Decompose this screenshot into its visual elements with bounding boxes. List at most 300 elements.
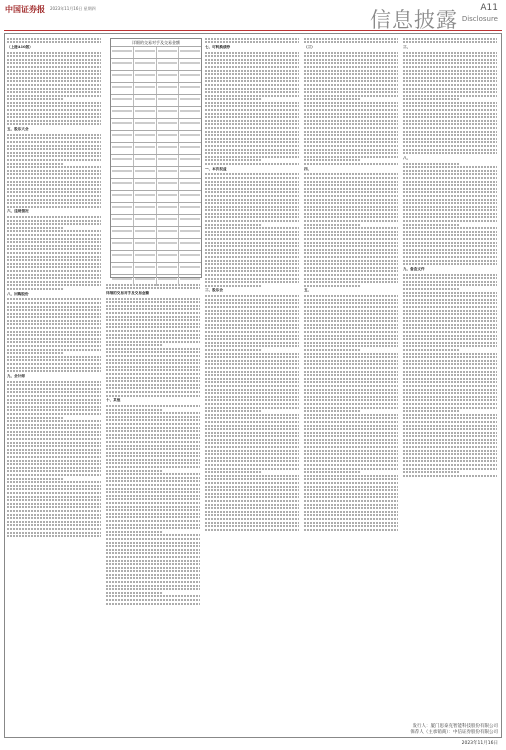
text-line (7, 95, 101, 97)
text-line (304, 363, 398, 365)
table-title: 详细的交易对手及交易金额 (132, 40, 180, 45)
text-line (304, 457, 398, 459)
text-line (403, 245, 497, 247)
text-line (7, 535, 101, 537)
text-line (304, 435, 398, 437)
text-line (304, 281, 398, 283)
text-line (205, 525, 299, 527)
text-line (205, 403, 299, 405)
text-line (403, 170, 497, 172)
text-line (7, 467, 101, 469)
table-cell (157, 203, 180, 214)
text-line (304, 446, 398, 448)
text-line (106, 588, 200, 590)
text-line (304, 109, 398, 111)
text-line (7, 148, 101, 150)
text-line (106, 341, 200, 343)
text-line (106, 423, 200, 425)
text-line (304, 511, 398, 513)
text-line (7, 120, 101, 122)
text-line (205, 313, 299, 315)
text-line (7, 88, 101, 90)
text-line (7, 417, 63, 419)
text-line (403, 317, 497, 319)
text-line (205, 511, 299, 513)
text-line (205, 392, 299, 394)
text-line (106, 455, 200, 457)
text-line (304, 195, 398, 197)
text-line (304, 475, 398, 477)
text-line (304, 105, 398, 107)
text-line (403, 342, 497, 344)
table-row (111, 178, 201, 190)
text-line (7, 424, 101, 426)
text-line (403, 335, 497, 337)
text-line (7, 309, 101, 311)
table-cell (111, 119, 134, 130)
text-line (304, 489, 398, 491)
table-row (111, 154, 201, 166)
text-line (106, 459, 200, 461)
text-line (403, 331, 497, 333)
text-line (7, 137, 101, 139)
paper-date: 2023年11月16日 星期四 (50, 6, 96, 11)
text-line (106, 312, 200, 314)
text-line (205, 453, 299, 455)
text-line (7, 438, 101, 440)
text-line (304, 432, 398, 434)
text-line (205, 80, 299, 82)
text-line (7, 134, 101, 136)
table-cell (179, 263, 201, 274)
text-line (205, 249, 299, 251)
table-row (111, 190, 201, 202)
table-cell (111, 227, 134, 238)
text-line (205, 55, 299, 57)
text-line (304, 324, 398, 326)
text-line (7, 510, 101, 512)
text-line (205, 460, 299, 462)
text-line (7, 141, 101, 143)
text-line (403, 288, 459, 290)
text-line (106, 337, 200, 339)
section-heading: 五、 (304, 288, 312, 293)
text-line (205, 216, 299, 218)
section-heading: 十、其他 (106, 398, 121, 403)
table-cell (157, 275, 180, 286)
text-line (7, 163, 63, 165)
text-line (7, 152, 101, 154)
text-line (205, 486, 299, 488)
text-line (106, 434, 200, 436)
table-cell (134, 83, 157, 94)
text-line (304, 486, 398, 488)
text-line (205, 331, 299, 333)
table-row (111, 106, 201, 118)
text-line (205, 295, 299, 297)
text-line (205, 285, 261, 287)
text-line (403, 173, 497, 175)
text-line (7, 288, 63, 290)
text-line (106, 326, 200, 328)
table-cell (111, 239, 134, 250)
text-line (7, 181, 101, 183)
table-cell (111, 131, 134, 142)
table-cell (179, 59, 201, 70)
text-line (304, 493, 398, 495)
text-line (403, 109, 497, 111)
table-cell (179, 143, 201, 154)
text-line (205, 353, 299, 355)
text-line (7, 188, 101, 190)
text-line (403, 149, 497, 151)
text-line (304, 507, 398, 509)
text-line (106, 567, 200, 569)
text-line (304, 356, 398, 358)
text-line (205, 468, 299, 470)
text-line (403, 475, 497, 477)
text-line (403, 292, 497, 294)
table-cell (111, 251, 134, 262)
text-line (7, 506, 101, 508)
text-line (106, 552, 200, 554)
text-line (304, 478, 398, 480)
text-line (403, 439, 497, 441)
text-line (7, 123, 101, 125)
text-line (403, 284, 497, 286)
header-rule (4, 30, 502, 31)
text-line (106, 509, 200, 511)
text-line (304, 141, 398, 143)
text-line (304, 238, 398, 240)
text-line (7, 367, 101, 369)
text-line (304, 525, 398, 527)
text-line (205, 471, 261, 473)
text-line (205, 363, 299, 365)
text-line (403, 457, 497, 459)
text-line (403, 123, 497, 125)
text-line (304, 403, 398, 405)
text-line (304, 504, 398, 506)
text-line (403, 324, 497, 326)
text-line (7, 388, 101, 390)
text-line (403, 392, 497, 394)
table-cell (157, 239, 180, 250)
text-line (205, 242, 299, 244)
text-line (106, 484, 200, 486)
text-line (106, 355, 200, 357)
text-line (205, 274, 299, 276)
text-line (205, 91, 299, 93)
text-line (304, 392, 398, 394)
text-line (403, 213, 497, 215)
table-row (111, 226, 201, 238)
text-line (403, 428, 497, 430)
text-line (7, 220, 101, 222)
text-line (205, 152, 299, 154)
text-line (205, 109, 299, 111)
text-line (403, 224, 459, 226)
table-cell (111, 143, 134, 154)
text-line (304, 188, 398, 190)
text-line (205, 227, 299, 229)
text-line (205, 41, 299, 43)
text-line (106, 592, 162, 594)
text-line (106, 298, 200, 300)
text-line (7, 323, 101, 325)
transaction-table (110, 38, 202, 278)
text-line (205, 156, 299, 158)
text-line (7, 445, 101, 447)
text-line (304, 345, 398, 347)
text-line (7, 62, 101, 64)
text-line (205, 84, 299, 86)
text-line (106, 563, 200, 565)
text-line (106, 387, 200, 389)
text-line (7, 470, 101, 472)
text-line (106, 366, 200, 368)
text-line (304, 407, 398, 409)
text-line (205, 62, 299, 64)
text-line (205, 385, 299, 387)
text-line (7, 41, 101, 43)
text-line (7, 227, 63, 229)
table-row (111, 238, 201, 250)
text-line (403, 277, 497, 279)
text-line (205, 302, 299, 304)
text-line (7, 241, 101, 243)
text-line (7, 413, 101, 415)
text-line (304, 184, 398, 186)
text-line (106, 351, 200, 353)
table-cell (179, 155, 201, 166)
text-line (205, 396, 299, 398)
text-line (205, 410, 261, 412)
text-line (403, 220, 497, 222)
text-line (205, 213, 299, 215)
text-line (403, 403, 497, 405)
text-line (106, 384, 200, 386)
table-cell (134, 239, 157, 250)
text-line (304, 518, 398, 520)
text-line (7, 248, 101, 250)
text-line (106, 531, 162, 533)
text-line (7, 302, 101, 304)
text-line (403, 131, 497, 133)
text-line (205, 77, 299, 79)
text-line (304, 152, 398, 154)
text-line (304, 331, 398, 333)
text-line (403, 80, 497, 82)
table-cell (134, 71, 157, 82)
text-line (304, 242, 398, 244)
text-line (205, 378, 299, 380)
text-line (205, 310, 299, 312)
table-cell (134, 215, 157, 226)
text-line (403, 349, 459, 351)
text-line (7, 488, 101, 490)
text-line (403, 407, 497, 409)
text-line (7, 474, 101, 476)
text-line (304, 327, 398, 329)
text-line (7, 420, 101, 422)
text-line (205, 356, 299, 358)
table-cell (179, 239, 201, 250)
table-cell (179, 47, 201, 58)
text-line (304, 464, 398, 466)
text-line (7, 245, 101, 247)
text-line (205, 173, 299, 175)
table-row (111, 142, 201, 154)
text-line (7, 409, 101, 411)
text-line (205, 514, 299, 516)
text-line (7, 306, 101, 308)
text-line (106, 395, 200, 397)
text-line (403, 234, 497, 236)
paper-name: 中国证券报 (5, 4, 45, 14)
text-line (403, 188, 497, 190)
text-line (304, 95, 398, 97)
text-line (205, 407, 299, 409)
text-line (205, 245, 299, 247)
text-line (403, 195, 497, 197)
table-cell (134, 59, 157, 70)
text-line (304, 338, 398, 340)
text-line (7, 274, 101, 276)
text-line (106, 377, 200, 379)
text-line (205, 335, 299, 337)
text-line (205, 184, 299, 186)
text-line (205, 381, 299, 383)
text-line (304, 302, 398, 304)
text-line (7, 499, 101, 501)
table-cell (157, 179, 180, 190)
text-line (106, 462, 200, 464)
text-line (205, 435, 299, 437)
text-line (304, 181, 398, 183)
text-line (205, 145, 299, 147)
text-line (7, 145, 101, 147)
text-line (403, 327, 497, 329)
text-line (106, 603, 200, 605)
text-line (304, 256, 398, 258)
table-cell (157, 59, 180, 70)
table-cell (111, 59, 134, 70)
text-line (205, 425, 299, 427)
text-line (403, 295, 497, 297)
text-line (205, 518, 299, 520)
text-line (304, 500, 398, 502)
text-line (304, 263, 398, 265)
text-line (403, 199, 497, 201)
text-line (205, 371, 299, 373)
text-line (205, 263, 299, 265)
text-line (7, 66, 101, 68)
text-line (304, 267, 398, 269)
text-line (205, 442, 299, 444)
text-line (205, 507, 299, 509)
table-cell (111, 179, 134, 190)
text-line (403, 471, 459, 473)
text-line (7, 155, 101, 157)
text-line (205, 206, 299, 208)
text-line (106, 369, 200, 371)
table-cell (157, 119, 180, 130)
table-cell (179, 167, 201, 178)
text-line (403, 134, 497, 136)
text-line (7, 91, 101, 93)
text-line (403, 120, 497, 122)
text-line (403, 242, 497, 244)
text-line (403, 145, 497, 147)
text-line (403, 260, 497, 262)
table-cell (134, 47, 157, 58)
text-line (205, 88, 299, 90)
text-line (7, 496, 101, 498)
table-cell (111, 167, 134, 178)
text-line (304, 202, 398, 204)
text-column-5 (403, 36, 497, 478)
text-line (106, 344, 162, 346)
table-cell (157, 215, 180, 226)
text-line (7, 184, 101, 186)
text-line (7, 284, 101, 286)
text-line (403, 414, 497, 416)
table-row (111, 82, 201, 94)
table-row (111, 274, 201, 286)
table-cell (111, 191, 134, 202)
text-line (304, 227, 398, 229)
text-line (304, 52, 398, 54)
text-line (205, 163, 299, 165)
table-row (111, 118, 201, 130)
text-line (304, 468, 398, 470)
text-line (403, 181, 497, 183)
text-line (304, 213, 398, 215)
issuer-signature (410, 724, 498, 736)
text-column-4 (304, 36, 398, 532)
text-line (106, 416, 200, 418)
text-line (403, 113, 497, 115)
text-line (106, 527, 200, 529)
text-line (7, 206, 101, 208)
text-line (403, 70, 497, 72)
text-line (106, 480, 200, 482)
text-line (205, 327, 299, 329)
text-line (205, 345, 299, 347)
text-line (304, 482, 398, 484)
text-line (205, 496, 299, 498)
text-line (304, 77, 398, 79)
text-line (7, 234, 101, 236)
text-line (106, 477, 200, 479)
text-line (403, 374, 497, 376)
section-heading: 一、本次权益 (205, 166, 227, 171)
text-line (7, 517, 101, 519)
text-line (304, 270, 398, 272)
text-line (7, 399, 101, 401)
text-line (304, 59, 398, 61)
table-cell (157, 227, 180, 238)
text-line (403, 73, 497, 75)
text-line (403, 450, 497, 452)
table-cell (111, 83, 134, 94)
text-line (205, 220, 299, 222)
text-line (304, 514, 398, 516)
text-line (7, 395, 101, 397)
table-cell (179, 119, 201, 130)
table-cell (157, 83, 180, 94)
